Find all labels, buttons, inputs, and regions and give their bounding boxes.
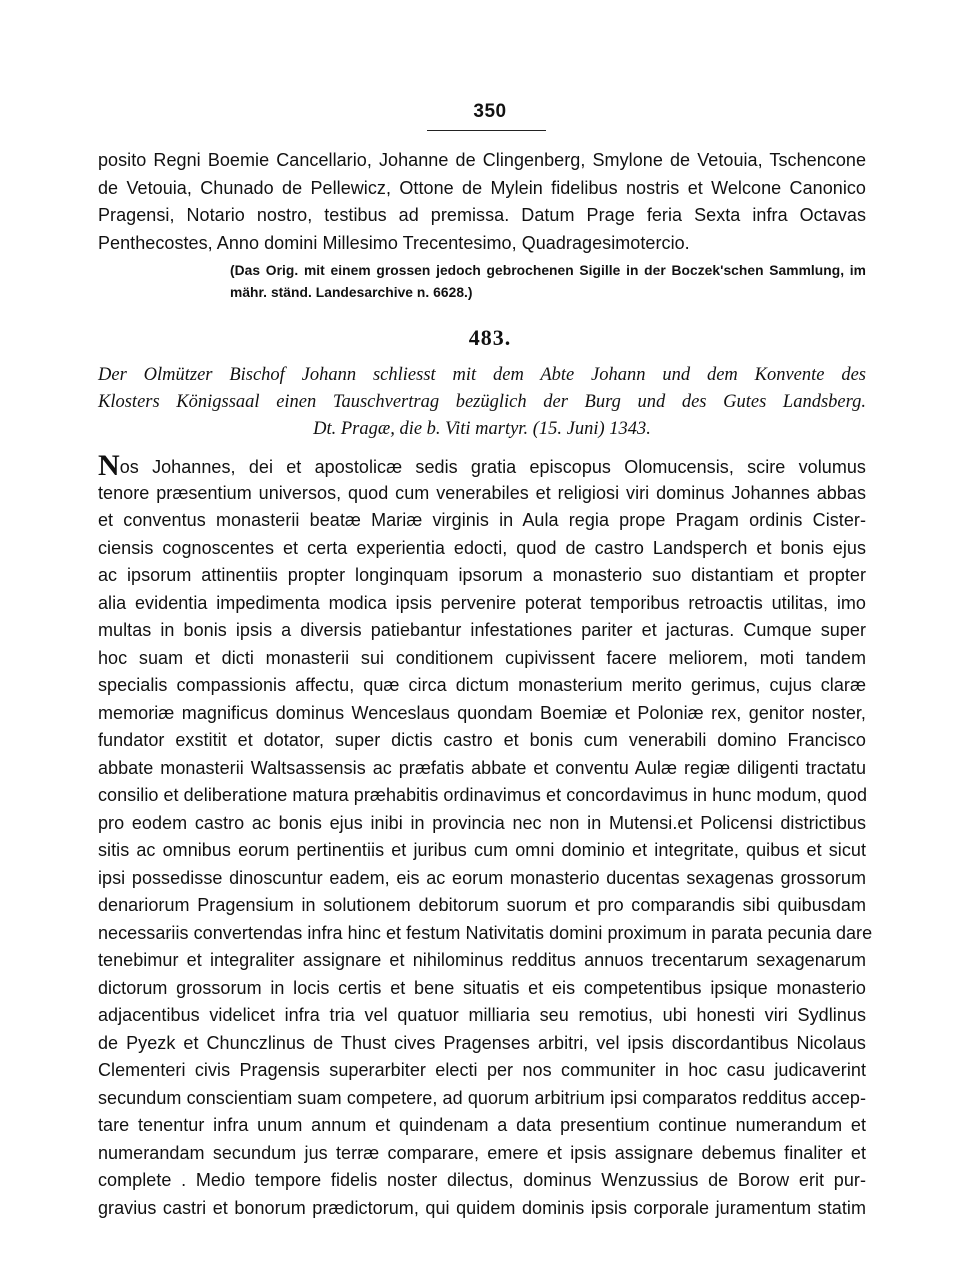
- text-line: Penthecostes, Anno domini Millesimo Trecentesimo, Quadragesimotercio.: [98, 232, 690, 253]
- text-line: memoriæ magnificus dominus Wenceslaus quondam Boemiæ et Poloniæ rex, genitor noster,: [98, 702, 866, 723]
- text-line: fundator exstitit et dotator, super dictis castro et bonis cum venerabili domino Francisco: [98, 730, 866, 750]
- header-rule: [427, 130, 546, 131]
- text-line: ciensis cognoscentes et certa experientia edocti, quod de castro Landsperch et bonis ejus: [98, 537, 866, 558]
- note-line: mähr. ständ. Landesarchive n. 6628.): [230, 285, 473, 300]
- text-line: necessariis convertendas infra hinc et festum Nativitatis domini proximum in parata pecunia dare: [98, 922, 873, 943]
- text-line: ac ipsorum attinentiis propter longinquam ipsorum a monasterio suo distantiam et propter: [98, 565, 866, 585]
- text-line: complete . Medio tempore fidelis noster dilectus, dominus Wenzussius de Borow erit pur-: [98, 1170, 866, 1190]
- text-line: ipsi possedisse dinoscuntur eadem, eis ac eorum monasterio ducentas sexagenas grossorum: [98, 867, 866, 888]
- regest-line: Klosters Königssaal einen Tauschvertrag bezüglich der Burg und des Gutes Landsberg.: [98, 392, 866, 412]
- text-line: abbate monasterii Waltsassensis ac præfatis abbate et conventu Aulæ regiæ diligenti tractatu: [98, 757, 866, 778]
- text-line: Pragensi, Notario nostro, testibus ad premissa. Datum Prage feria Sexta infra Octavas: [98, 205, 866, 225]
- text-line: alia evidentia impedimenta modica ipsis pervenire poterat temporibus retroactis utilitas, imo: [98, 592, 866, 613]
- text-line: specialis compassionis affectu, quæ circa dictum monasterium merito gerimus, cujus claræ: [98, 675, 866, 695]
- regest-heading: [98, 362, 866, 443]
- text-line: tenebimur et integraliter assignare et nihilominus redditus annuos trecentarum sexagenarum: [98, 950, 866, 970]
- text-line: [98, 449, 866, 482]
- note-line: (Das Orig. mit einem grossen jedoch gebrochenen Sigille in der Boczek'schen Sammlung, im: [230, 263, 866, 278]
- text-line: secundum conscientiam suam competere, ad quorum arbitrium ipsi comparatos redditus accep-: [98, 1087, 866, 1108]
- source-note: [230, 260, 866, 304]
- regest-line: Der Olmützer Bischof Johann schliesst mit dem Abte Johann und dem Konvente des: [98, 365, 866, 385]
- text-line: pro eodem castro ac bonis ejus inibi in provincia nec non in Mutensi.et Policensi districtibus: [98, 812, 866, 833]
- page-number: 350: [473, 101, 507, 122]
- intro-paragraph: [98, 147, 866, 257]
- drop-initial: N: [98, 449, 120, 482]
- text-line: numerandam secundum jus terræ comparare, emere et ipsis assignare debemus finaliter et: [98, 1142, 866, 1163]
- regest-line: Dt. Pragæ, die b. Viti martyr. (15. Juni) 1343.: [313, 419, 651, 439]
- text-line: Clementeri civis Pragensis superarbiter electi per nos communiter in hoc casu judicaverint: [98, 1060, 866, 1080]
- text-line: adjacentibus videlicet infra tria vel quatuor milliaria seu remotius, ubi honesti viri Sydlinus: [98, 1005, 866, 1025]
- text-line: tare tenentur infra unum annum et quindenam a data presentium continue numerandum et: [98, 1115, 866, 1135]
- text-line: gravius castri et bonorum prædictorum, qui quidem dominis ipsis corporale juramentum statim: [98, 1197, 866, 1218]
- text-line: tenore præsentium universos, quod cum venerabiles et religiosi viri dominus Johannes abbas: [98, 482, 866, 503]
- charter-text: [98, 449, 873, 1222]
- text-line: posito Regni Boemie Cancellario, Johanne de Clingenberg, Smylone de Vetouia, Tschencone: [98, 150, 866, 170]
- document-number: 483.: [468, 325, 512, 350]
- text-line: sitis ac omnibus eorum pertinentiis et juribus cum omni dominio et integritate, quibus et sicut: [98, 840, 866, 860]
- text-line: et conventus monasterii beatæ Mariæ virginis in Aula regia prope Pragam ordinis Cister-: [98, 510, 866, 530]
- text-line: de Vetouia, Chunado de Pellewicz, Ottone de Mylein fidelibus nostris et Welcone Canonico: [98, 177, 866, 198]
- text-line: denariorum Pragensium in solutionem debitorum suorum et pro comparandis sibi quibusdam: [98, 895, 866, 915]
- first-line-text: os Johannes, dei et apostolicæ sedis gratia episcopus Olomucensis, scire volumus: [119, 457, 866, 477]
- text-line: hoc suam et dicti monasterii sui conditionem cupivissent facere meliorem, moti tandem: [98, 647, 866, 668]
- text-line: de Pyezk et Chunczlinus de Thust cives Pragenses arbitri, vel ipsis discordantibus Nicolaus: [98, 1032, 866, 1053]
- text-line: dictorum grossorum in locis certis et bene situatis et eis competentibus ipsique monasterio: [98, 977, 866, 998]
- text-line: multas in bonis ipsis a diversis patiebantur infestationes pariter et jacturas. Cumque super: [98, 620, 866, 640]
- text-line: consilio et deliberatione matura præhabitis ordinavimus et concordavimus in hunc modum, quod: [98, 785, 868, 805]
